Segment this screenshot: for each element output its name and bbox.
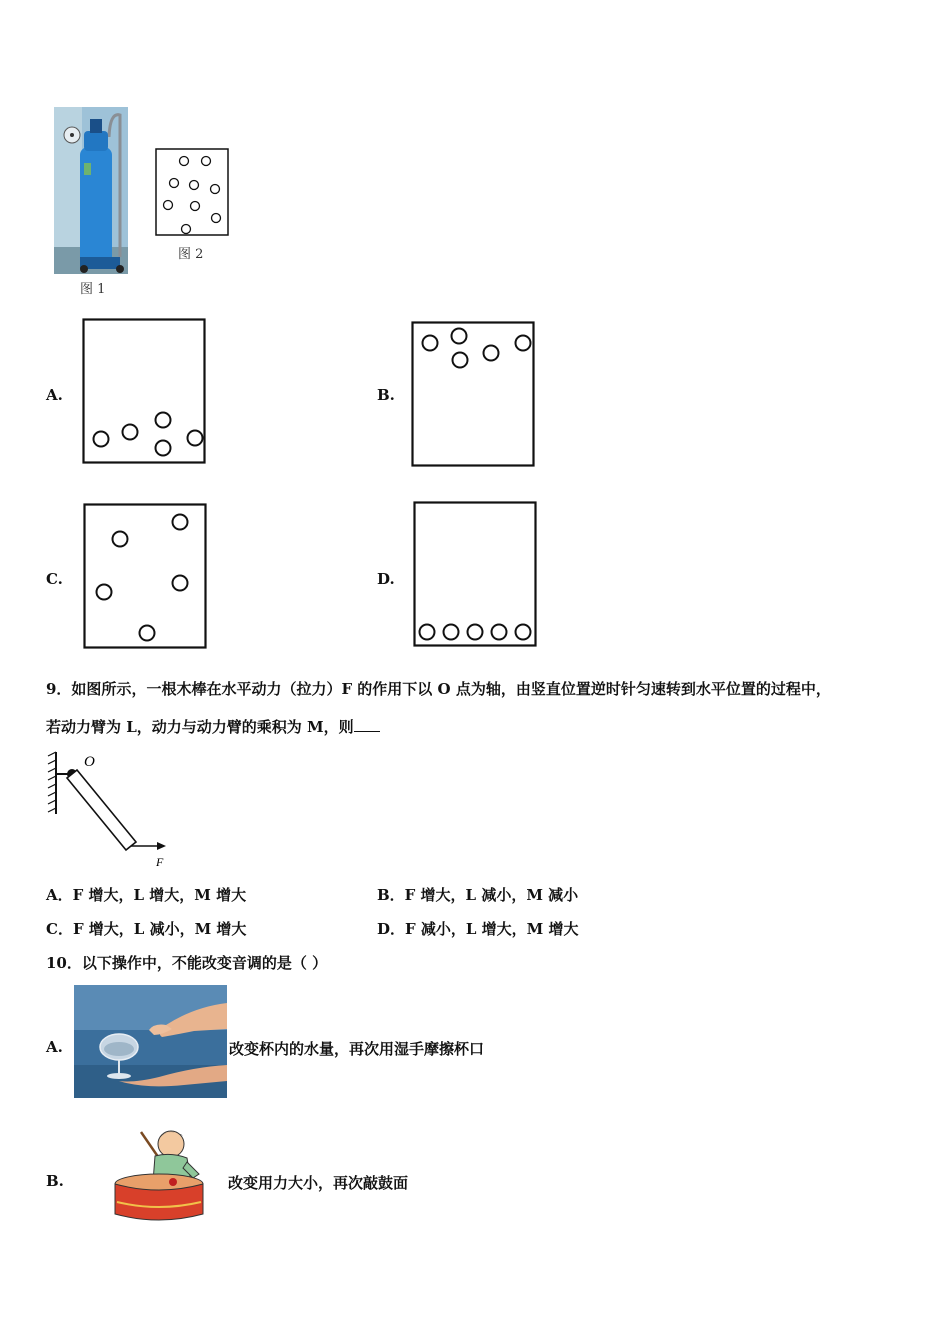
drummer-cartoon: [113, 1122, 205, 1226]
q10-option-b-text[interactable]: 改变用力大小，再次敲鼓面: [228, 1174, 409, 1192]
q10-option-a-text[interactable]: 改变杯内的水量，再次用湿手摩擦杯口: [229, 1040, 485, 1058]
q9-stem-line1: 9．如图所示，一根木棒在水平动力（拉力）F 的作用下以 O 点为轴，由竖直位置逆时针匀速转到水平位置的过程中，: [46, 680, 831, 698]
option-a-box: [82, 318, 206, 464]
lever-label-o: O: [84, 754, 95, 770]
option-b-label: B.: [377, 386, 395, 404]
q10-stem: 10．以下操作中，不能改变音调的是（ ）: [46, 954, 328, 972]
option-d-label: D.: [377, 570, 395, 588]
gas-cylinder-photo: [54, 107, 128, 274]
q9-stem-line2: [46, 716, 380, 737]
answer-blank[interactable]: [354, 717, 380, 732]
option-c-label: C.: [46, 570, 63, 588]
q9-stem-line2-text: 若动力臂为 L，动力与动力臂的乘积为 M，则: [46, 718, 354, 736]
option-a-label: A.: [46, 386, 63, 404]
option-d-box: [413, 501, 537, 647]
q9-option-d[interactable]: D．F 减小，L 增大，M 增大: [377, 920, 579, 938]
q9-option-b[interactable]: B．F 增大，L 减小，M 减小: [377, 886, 579, 904]
option-c-box: [83, 503, 207, 649]
q10-option-a-label: A.: [46, 1038, 63, 1056]
q9-option-c[interactable]: C．F 增大，L 减小，M 增大: [46, 920, 247, 938]
fig2-caption: 图 2: [178, 247, 204, 262]
lever-diagram: [46, 750, 176, 870]
wine-glass-photo: [74, 985, 227, 1098]
option-b-box: [411, 321, 535, 467]
fig1-caption: 图 1: [80, 282, 106, 297]
q9-option-a[interactable]: A．F 增大，L 增大，M 增大: [46, 886, 247, 904]
lever-label-f: F: [156, 855, 164, 869]
fig2-molecule-box: [155, 148, 229, 236]
q10-option-b-label: B.: [46, 1172, 64, 1190]
